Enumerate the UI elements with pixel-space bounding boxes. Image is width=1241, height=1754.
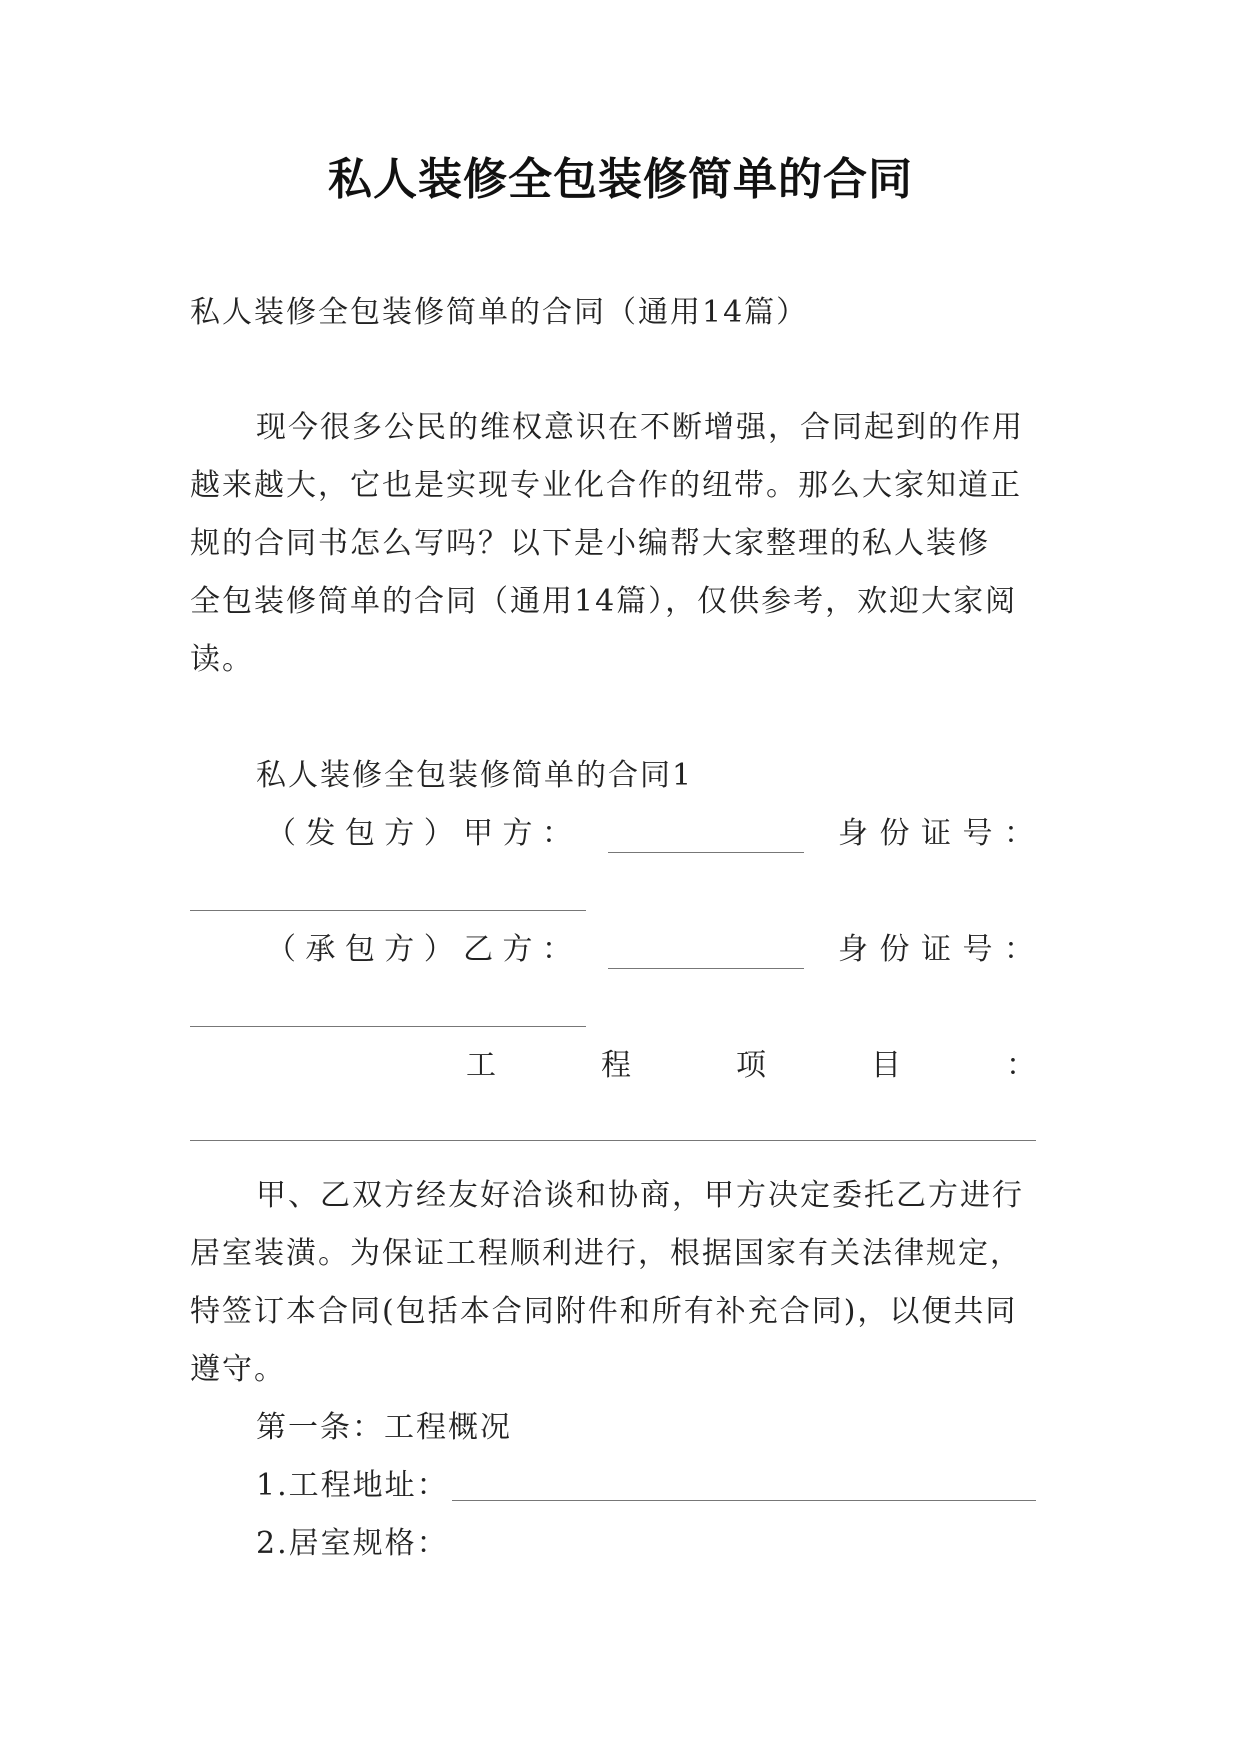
- intro-line-3: 规的合同书怎么写吗？以下是小编帮大家整理的私人装修: [190, 526, 990, 561]
- party-a-id-label: 身 份 证 号 ：: [838, 816, 1034, 851]
- body-line-3: 特签订本合同(包括本合同附件和所有补充合同)，以便共同: [190, 1294, 1018, 1329]
- intro-line-2: 越来越大，它也是实现专业化合作的纽带。那么大家知道正: [190, 468, 1022, 503]
- body-line-4: 遵守。: [190, 1352, 286, 1387]
- body-line-1: 甲、乙双方经友好洽谈和协商，甲方决定委托乙方进行: [256, 1178, 1024, 1213]
- project-blank[interactable]: [190, 1140, 1036, 1141]
- party-b-id-label: 身 份 证 号 ：: [838, 932, 1034, 967]
- contract-heading: 私人装修全包装修简单的合同1: [256, 758, 694, 793]
- party-b-label: （ 承 包 方 ） 乙 方 ：: [266, 932, 572, 967]
- project-label: 工 程 项 目 ：: [466, 1048, 1036, 1083]
- party-b-name-blank[interactable]: [608, 968, 804, 969]
- address-blank[interactable]: [452, 1500, 1036, 1501]
- party-a-label: （ 发 包 方 ） 甲 方 ：: [266, 816, 572, 851]
- intro-line-1: 现今很多公民的维权意识在不断增强，合同起到的作用: [256, 410, 1024, 445]
- body-line-2: 居室装潢。为保证工程顺利进行，根据国家有关法律规定，: [190, 1236, 1022, 1271]
- document-subtitle: 私人装修全包装修简单的合同（通用14篇）: [190, 295, 809, 330]
- item-1-address-label: 1.工程地址：: [256, 1468, 449, 1503]
- party-b-id-blank[interactable]: [190, 1026, 586, 1027]
- document-title: 私人装修全包装修简单的合同: [328, 154, 913, 205]
- intro-line-5: 读。: [190, 642, 254, 677]
- party-a-id-blank[interactable]: [190, 910, 586, 911]
- party-a-name-blank[interactable]: [608, 852, 804, 853]
- intro-line-4: 全包装修简单的合同（通用14篇），仅供参考，欢迎大家阅: [190, 584, 1018, 619]
- article-1-heading: 第一条：工程概况: [256, 1410, 512, 1445]
- item-2-room-spec-label: 2.居室规格：: [256, 1526, 449, 1561]
